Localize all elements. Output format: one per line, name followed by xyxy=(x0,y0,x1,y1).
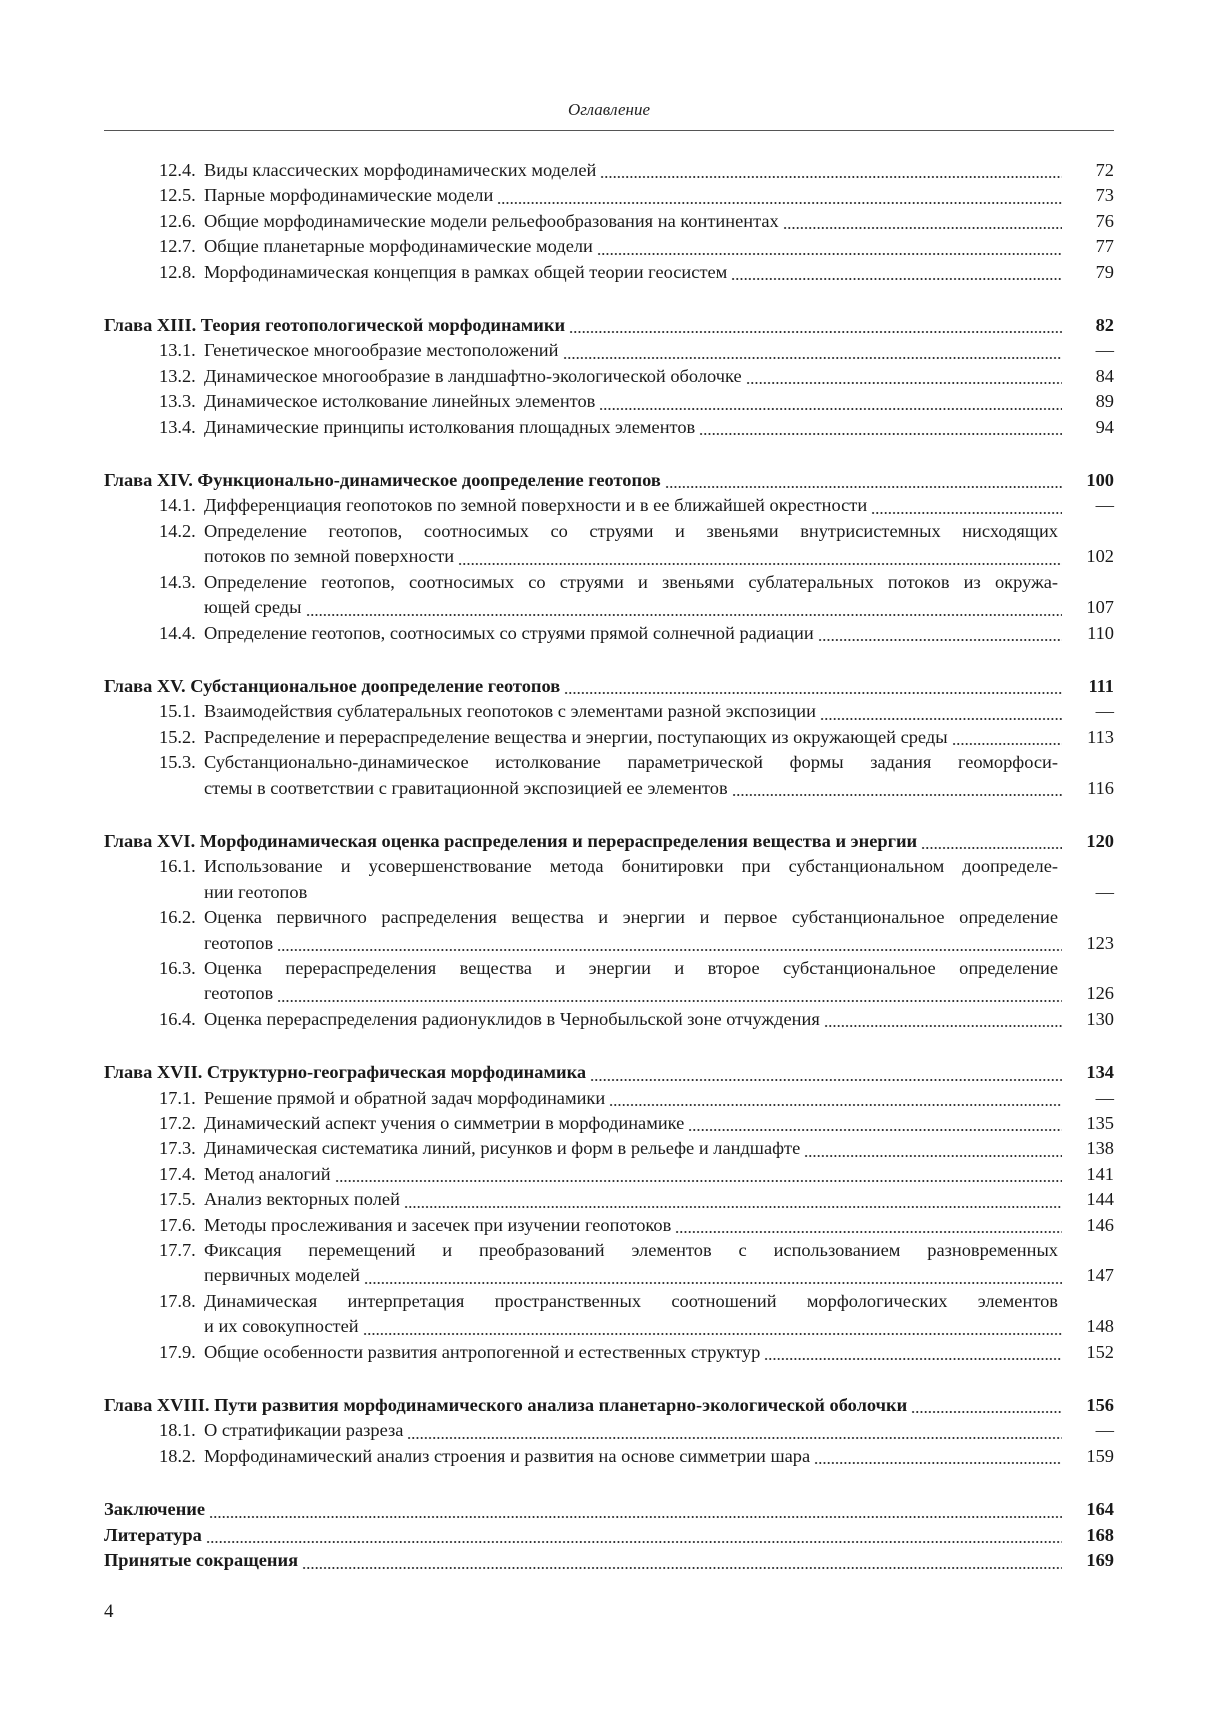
dot-leader xyxy=(800,1147,1062,1157)
dot-leader xyxy=(810,1454,1062,1464)
toc-page-number: 77 xyxy=(1095,236,1114,257)
toc-entry-body xyxy=(104,1523,1062,1548)
toc-section-entry[interactable] xyxy=(104,1162,1114,1187)
toc-section-entry[interactable] xyxy=(104,854,1114,905)
running-header: Оглавление xyxy=(567,100,651,119)
toc-entry-body xyxy=(204,1213,1062,1238)
section-number: 17.5. xyxy=(159,1189,196,1210)
dot-leader xyxy=(302,606,1063,616)
toc-entry-body xyxy=(204,415,1062,440)
toc-page-number: 113 xyxy=(1087,726,1114,747)
toc-entry-title-line2: нии геотопов xyxy=(204,881,308,902)
toc-entry-title: Общие особенности развития антропогенной и естественных структур xyxy=(204,1341,761,1362)
dot-leader xyxy=(779,219,1062,229)
toc-entry-title: Методы прослеживания и засечек при изучении геопотоков xyxy=(204,1214,672,1235)
toc-entry-title-line2-row xyxy=(204,1314,1062,1339)
toc-section-entry[interactable] xyxy=(104,1340,1114,1365)
toc-entry-body xyxy=(204,1111,1062,1136)
toc-entry-body xyxy=(204,1444,1062,1469)
toc-entry-title-line2-row xyxy=(204,931,1062,956)
toc-section-entry[interactable] xyxy=(104,725,1114,750)
toc-section-entry[interactable] xyxy=(104,956,1114,1007)
toc-entry-title: Общие морфодинамические модели рельефообразования на континентах xyxy=(204,210,779,231)
dot-leader xyxy=(202,1533,1062,1543)
toc-page-number: 130 xyxy=(1086,1008,1114,1029)
toc-chapter-entry[interactable] xyxy=(104,674,1114,699)
dot-leader xyxy=(814,631,1062,641)
toc-page-number: 89 xyxy=(1095,391,1114,412)
toc-chapter-entry[interactable] xyxy=(104,1060,1114,1085)
dot-leader xyxy=(565,323,1062,333)
section-number: 17.1. xyxy=(159,1087,196,1108)
toc-chapter-entry[interactable] xyxy=(104,313,1114,338)
section-number: 12.6. xyxy=(159,210,196,231)
toc-section-entry[interactable] xyxy=(104,183,1114,208)
toc-entry-title-line1: Определение геотопов, соотносимых со струями и звеньями сублатеральных потоков из окружа- xyxy=(204,571,1058,592)
dot-leader xyxy=(948,735,1062,745)
section-number: 14.2. xyxy=(159,520,196,541)
section-number: 12.5. xyxy=(159,185,196,206)
toc-page-number: — xyxy=(1095,340,1114,361)
section-number: 15.3. xyxy=(159,752,196,773)
dot-leader xyxy=(359,1325,1062,1335)
toc-entry-title-line2-row xyxy=(204,981,1062,1006)
toc-page-number: — xyxy=(1095,881,1114,902)
dot-leader xyxy=(671,1223,1062,1233)
toc-entry-title: Определение геотопов, соотносимых со струями прямой солнечной радиации xyxy=(204,622,814,643)
toc-entry-title-line1: Динамическая интерпретация пространственных соотношений морфологических элементов xyxy=(204,1290,1058,1311)
toc-section-entry[interactable] xyxy=(104,1086,1114,1111)
dot-leader xyxy=(586,1071,1062,1081)
toc-page-number: 111 xyxy=(1088,675,1114,696)
toc-page-number: 148 xyxy=(1086,1316,1114,1337)
dot-leader xyxy=(820,1017,1062,1027)
toc-entry-title: Литература xyxy=(104,1524,202,1545)
toc-page-number: 82 xyxy=(1095,315,1114,336)
dot-leader xyxy=(454,555,1062,565)
toc-page-number: 79 xyxy=(1095,261,1114,282)
section-number: 15.1. xyxy=(159,701,196,722)
toc-entry-body xyxy=(204,1136,1062,1161)
toc-page-number: 159 xyxy=(1086,1445,1114,1466)
toc-entry-title-line2: стемы в соответствии с гравитационной экспозицией ее элементов xyxy=(204,777,728,798)
toc-entry-title: Глава XV. Субстанциональное доопределение геотопов xyxy=(104,675,561,696)
dot-leader xyxy=(605,1096,1062,1106)
toc-section-entry[interactable] xyxy=(104,1418,1114,1443)
section-number: 12.8. xyxy=(159,261,196,282)
toc-section-entry[interactable] xyxy=(104,1136,1114,1161)
section-number: 18.1. xyxy=(159,1420,196,1441)
toc-page-number: 169 xyxy=(1086,1550,1114,1571)
toc-page-number: 123 xyxy=(1086,932,1114,953)
toc-page-number: 100 xyxy=(1086,470,1114,491)
toc-entry-body xyxy=(204,493,1062,518)
dot-leader xyxy=(742,374,1062,384)
toc-entry-body xyxy=(204,1086,1062,1111)
toc-section-entry[interactable] xyxy=(104,1238,1114,1289)
section-number: 15.2. xyxy=(159,726,196,747)
toc-entry-title: Виды классических морфодинамических моделей xyxy=(204,160,597,180)
toc-entry-body xyxy=(204,389,1062,414)
toc-entry-body xyxy=(204,1340,1062,1365)
toc-entry-title-line2: геотопов xyxy=(204,932,274,953)
toc-entry-title: Решение прямой и обратной задач морфодинамики xyxy=(204,1087,606,1108)
toc-entry-title-line2: геотопов xyxy=(204,983,274,1004)
toc-entry-title: Принятые сокращения xyxy=(104,1550,299,1571)
toc-chapter-entry[interactable] xyxy=(104,468,1114,493)
toc-entry-body xyxy=(104,1060,1062,1085)
toc-entry-title: Генетическое многообразие местоположений xyxy=(204,340,559,361)
toc-entry-title: Метод аналогий xyxy=(204,1163,331,1184)
toc-section-entry[interactable] xyxy=(104,389,1114,414)
toc-entry-body xyxy=(204,1162,1062,1187)
toc-entry-title: Динамическое истолкование линейных элементов xyxy=(204,391,596,412)
toc-entry-title: Морфодинамический анализ строения и развития на основе симметрии шара xyxy=(204,1445,811,1466)
toc-page-number: 107 xyxy=(1086,597,1114,618)
toc-backmatter-entry[interactable] xyxy=(104,1548,1114,1573)
dot-leader xyxy=(493,194,1062,204)
toc-entry-title: Распределение и перераспределение вещества и энергии, поступающих из окружающей среды xyxy=(204,726,948,747)
toc-section-entry[interactable] xyxy=(104,1444,1114,1469)
dot-leader xyxy=(728,786,1062,796)
toc-entry-body xyxy=(204,1187,1062,1212)
dot-leader xyxy=(400,1198,1062,1208)
toc-section-entry[interactable] xyxy=(104,209,1114,234)
toc-entry-title: О стратификации разреза xyxy=(204,1420,404,1441)
toc-page-number: 164 xyxy=(1086,1499,1114,1520)
toc-section-entry[interactable] xyxy=(104,260,1114,285)
toc-entry-body xyxy=(204,750,1062,801)
toc-page-number: 152 xyxy=(1086,1341,1114,1362)
page-number: 4 xyxy=(104,1601,114,1622)
section-number: 17.2. xyxy=(159,1113,196,1133)
toc-entry-title-line1: Субстанционально-динамическое истолкование параметрической формы задания геоморфоси- xyxy=(204,752,1058,773)
toc-entry-body xyxy=(104,1548,1062,1573)
toc-entry-title: Глава XVII. Структурно-географическая морфодинамика xyxy=(104,1062,587,1083)
toc-entry-title: Анализ векторных полей xyxy=(204,1189,400,1210)
dot-leader xyxy=(403,1429,1062,1439)
toc-entry-body xyxy=(204,234,1062,259)
toc-page-number: 102 xyxy=(1086,546,1114,567)
dot-leader xyxy=(331,1172,1062,1182)
toc-page-number: 84 xyxy=(1095,365,1114,386)
toc-entry-body xyxy=(204,1238,1062,1289)
dot-leader xyxy=(559,349,1063,359)
toc-chapter-entry[interactable] xyxy=(104,1393,1114,1418)
toc-entry-title: Глава XVIII. Пути развития морфодинамического анализа планетарно-экологической оболочки xyxy=(104,1395,908,1416)
toc-page-number: 134 xyxy=(1086,1062,1114,1083)
toc-page-number: 73 xyxy=(1095,185,1114,206)
toc-entry-title: Глава XVI. Морфодинамическая оценка распределения и перераспределения вещества и энергии xyxy=(104,830,918,851)
toc-entry-body xyxy=(104,468,1062,493)
toc-entry-body xyxy=(104,1393,1062,1418)
toc-section-entry[interactable] xyxy=(104,570,1114,621)
dot-leader xyxy=(273,992,1062,1002)
dot-leader xyxy=(695,425,1062,435)
toc-entry-title-line2: ющей среды xyxy=(204,597,302,618)
header-divider xyxy=(104,130,1114,131)
toc-entry-title-line2-row xyxy=(204,880,1062,905)
toc-entry-title: Динамические принципы истолкования площадных элементов xyxy=(204,416,696,437)
dot-leader xyxy=(593,245,1062,255)
toc-section-entry[interactable] xyxy=(104,1111,1114,1136)
section-number: 17.7. xyxy=(159,1240,196,1261)
toc-page-number: 168 xyxy=(1086,1524,1114,1545)
toc-page-number: — xyxy=(1095,701,1114,722)
dot-leader xyxy=(661,478,1062,488)
section-number: 14.1. xyxy=(159,495,196,516)
toc-page-number: 147 xyxy=(1086,1265,1114,1286)
toc-page-number: 116 xyxy=(1087,777,1114,798)
toc-entry-title-line2: потоков по земной поверхности xyxy=(204,546,455,567)
toc-entry-title: Морфодинамическая концепция в рамках общей теории геосистем xyxy=(204,261,728,282)
toc-entry-body xyxy=(104,674,1062,699)
dot-leader xyxy=(727,270,1062,280)
toc-entry-body xyxy=(204,260,1062,285)
dot-leader xyxy=(684,1121,1062,1131)
dot-leader xyxy=(907,1403,1062,1413)
toc-entry-body xyxy=(204,158,1062,183)
toc-entry-body xyxy=(204,854,1062,905)
toc-section-entry[interactable] xyxy=(104,493,1114,518)
toc-page-number: — xyxy=(1095,1420,1114,1441)
toc-backmatter-entry[interactable] xyxy=(104,1497,1114,1522)
toc-entry-body xyxy=(204,699,1062,724)
dot-leader xyxy=(360,1274,1062,1284)
section-number: 13.2. xyxy=(159,365,196,386)
toc-entry-title-line1: Фиксация перемещений и преобразований элементов с использованием разновременных xyxy=(204,1240,1058,1261)
toc-entry-body xyxy=(204,1289,1062,1340)
toc-entry-body xyxy=(204,905,1062,956)
dot-leader xyxy=(205,1508,1062,1518)
toc-chapter-entry[interactable] xyxy=(104,829,1114,854)
toc-entry-body xyxy=(204,183,1062,208)
toc-entry-body xyxy=(204,364,1062,389)
toc-page-number: 156 xyxy=(1086,1395,1114,1416)
toc-page-number: 110 xyxy=(1087,622,1114,643)
toc-page-number: 146 xyxy=(1086,1214,1114,1235)
toc-entry-title: Дифференциация геопотоков по земной поверхности и в ее ближайшей окрестности xyxy=(204,495,868,516)
dot-leader xyxy=(867,504,1062,514)
toc-section-entry[interactable] xyxy=(104,905,1114,956)
toc-backmatter-entry[interactable] xyxy=(104,1523,1114,1548)
toc-entry-title-line2: и их совокупностей xyxy=(204,1316,359,1337)
dot-leader xyxy=(595,400,1062,410)
toc-entry-body xyxy=(204,570,1062,621)
toc-page-number: 141 xyxy=(1086,1163,1114,1184)
toc-section-entry[interactable] xyxy=(104,519,1114,570)
section-number: 16.3. xyxy=(159,957,196,978)
toc-section-entry[interactable] xyxy=(104,338,1114,363)
toc-section-entry[interactable] xyxy=(104,750,1114,801)
toc-section-entry[interactable] xyxy=(104,699,1114,724)
dot-leader xyxy=(298,1559,1062,1569)
section-number: 18.2. xyxy=(159,1445,196,1466)
dot-leader xyxy=(273,941,1062,951)
toc-entry-title: Динамический аспект учения о симметрии в морфодинамике xyxy=(204,1113,685,1133)
toc-entry-body xyxy=(204,725,1062,750)
toc-entry-title-line2-row xyxy=(204,595,1062,620)
toc-page-number: 76 xyxy=(1095,210,1114,231)
dot-leader xyxy=(816,710,1062,720)
toc-page-number: 94 xyxy=(1095,416,1114,437)
section-number: 14.4. xyxy=(159,622,196,643)
toc-entry-body xyxy=(104,829,1062,854)
toc-entry-title: Глава XIII. Теория геотопологической морфодинамики xyxy=(104,315,566,336)
toc-section-entry[interactable] xyxy=(104,415,1114,440)
section-number: 16.2. xyxy=(159,907,196,928)
toc-page-number: — xyxy=(1095,1087,1114,1108)
section-number: 13.1. xyxy=(159,340,196,361)
section-number: 17.8. xyxy=(159,1290,196,1311)
toc-section-entry[interactable] xyxy=(104,621,1114,646)
toc-entry-body xyxy=(204,519,1062,570)
section-number: 16.1. xyxy=(159,856,196,877)
toc-entry-body xyxy=(104,313,1062,338)
section-number: 17.6. xyxy=(159,1214,196,1235)
toc-entry-body xyxy=(204,1418,1062,1443)
toc-entry-title: Динамическое многообразие в ландшафтно-экологической оболочке xyxy=(204,365,742,386)
section-number: 17.3. xyxy=(159,1138,196,1159)
toc-entry-title: Оценка перераспределения радионуклидов в Чернобыльской зоне отчуждения xyxy=(204,1008,820,1029)
toc-entry-body xyxy=(204,1007,1062,1032)
toc-entry-body xyxy=(204,621,1062,646)
toc-entry-title-line2-row xyxy=(204,776,1062,801)
toc-page-number: 135 xyxy=(1086,1113,1114,1133)
table-of-contents xyxy=(104,158,1114,1574)
toc-page-number: 126 xyxy=(1086,983,1114,1004)
toc-section-entry[interactable] xyxy=(104,158,1114,183)
section-number: 13.3. xyxy=(159,391,196,412)
toc-page-number: — xyxy=(1095,495,1114,516)
toc-entry-title-line1: Определение геотопов, соотносимых со струями и звеньями внутрисистемных нисходящих xyxy=(204,520,1058,541)
toc-entry-title-line2-row xyxy=(204,1263,1062,1288)
toc-entry-title: Общие планетарные морфодинамические модели xyxy=(204,236,593,257)
toc-page-number: 120 xyxy=(1086,830,1114,851)
toc-page-number: 138 xyxy=(1086,1138,1114,1159)
toc-section-entry[interactable] xyxy=(104,1007,1114,1032)
toc-entry-body xyxy=(204,209,1062,234)
toc-entry-title: Глава XIV. Функционально-динамическое доопределение геотопов xyxy=(104,470,661,491)
toc-entry-body xyxy=(204,956,1062,1007)
toc-entry-title-line1: Использование и усовершенствование метода бонитировки при субстанциональном доопределе- xyxy=(204,856,1058,877)
toc-page-number: 144 xyxy=(1086,1189,1114,1210)
toc-entry-title: Взаимодействия сублатеральных геопотоков с элементами разной экспозиции xyxy=(204,701,816,722)
toc-entry-title-line1: Оценка первичного распределения вещества и энергии и первое субстанциональное определение xyxy=(204,907,1058,928)
section-number: 17.9. xyxy=(159,1341,196,1362)
toc-section-entry[interactable] xyxy=(104,1289,1114,1340)
toc-entry-title-line1: Оценка перераспределения вещества и энергии и второе субстанциональное определение xyxy=(204,957,1058,978)
toc-entry-title: Заключение xyxy=(104,1499,206,1520)
toc-entry-title-line2: первичных моделей xyxy=(204,1265,360,1286)
section-number: 17.4. xyxy=(159,1163,196,1184)
dot-leader xyxy=(596,168,1062,178)
toc-section-entry[interactable] xyxy=(104,1187,1114,1212)
section-number: 13.4. xyxy=(159,416,196,437)
toc-section-entry[interactable] xyxy=(104,1213,1114,1238)
dot-leader xyxy=(560,684,1062,694)
dot-leader xyxy=(760,1350,1062,1360)
toc-entry-body xyxy=(204,338,1062,363)
toc-entry-body xyxy=(104,1497,1062,1522)
toc-entry-title-line2-row xyxy=(204,544,1062,569)
toc-section-entry[interactable] xyxy=(104,364,1114,389)
section-number: 16.4. xyxy=(159,1008,196,1029)
toc-entry-title: Парные морфодинамические модели xyxy=(204,185,494,206)
section-number: 12.7. xyxy=(159,236,196,257)
dot-leader xyxy=(917,839,1062,849)
section-number: 12.4. xyxy=(159,160,196,180)
toc-page-number: 72 xyxy=(1095,160,1114,180)
section-number: 14.3. xyxy=(159,571,196,592)
toc-section-entry[interactable] xyxy=(104,234,1114,259)
toc-entry-title: Динамическая систематика линий, рисунков и форм в рельефе и ландшафте xyxy=(204,1138,801,1159)
